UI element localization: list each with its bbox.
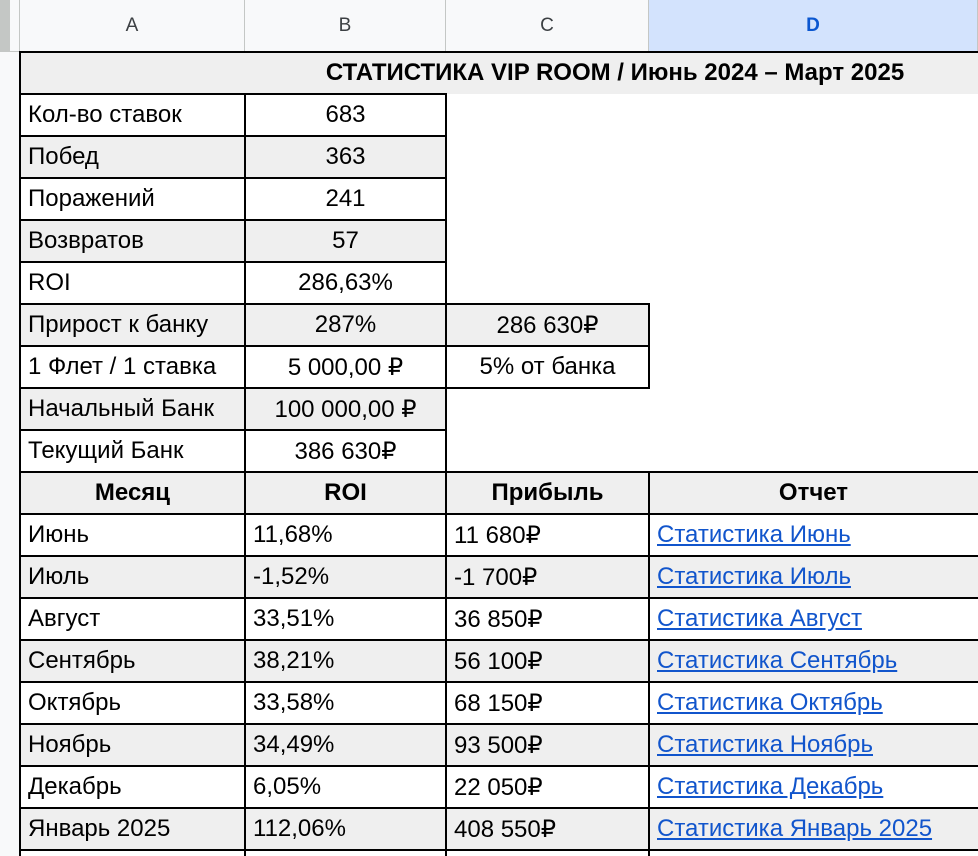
summary-value: 386 630₽ [294,437,397,465]
summary-label: Побед [20,136,245,178]
cell-border [19,430,21,472]
cell-border [19,304,21,346]
summary-label: Возвратов [20,220,245,262]
profit-cell: 36 850₽ [454,605,543,633]
roi-cell: 6,05% [253,773,322,800]
profit-cell: -1 700₽ [446,556,649,598]
summary-value: 683 [325,101,366,128]
roi-cell: 38,21% [245,640,446,682]
profit-cell: 93 500₽ [446,724,649,766]
summary-label: Прирост к банку [20,304,245,346]
report-link[interactable]: Статистика Октябрь [657,689,883,716]
roi-cell: 112,06% [245,808,446,850]
cell-border [19,94,21,136]
profit-cell: 11 680₽ [454,521,541,549]
month-cell: Сентябрь [20,640,245,682]
cell-border [19,262,21,304]
cell-border [244,136,246,178]
report-link[interactable]: Статистика Сентябрь [649,640,978,682]
cell-border [244,472,246,856]
cell-border [19,513,978,515]
cell-border [244,262,246,304]
cell-border [445,430,447,472]
cell-border [19,723,978,725]
cell-border [19,807,978,809]
cell-border [19,345,650,347]
table-header: Отчет [649,472,978,514]
summary-value: 57 [245,220,446,262]
cell-border [244,430,246,472]
summary-extra: 286 630₽ [446,304,649,346]
cell-border [244,178,246,220]
report-link[interactable]: Статистика Июнь [657,521,851,548]
cell-border [19,136,21,178]
month-cell: Январь 2025 [20,808,245,850]
cell-border [445,220,447,262]
cell-border [19,178,21,220]
cell-border [19,93,447,95]
cell-border [445,178,447,220]
summary-value: 286,63% [298,269,393,296]
summary-value: 363 [245,136,446,178]
month-cell: Ноябрь [20,724,245,766]
column-header-c[interactable]: C [446,0,649,52]
cell-border [19,220,21,262]
profit-cell: 56 100₽ [446,640,649,682]
cell-border [19,135,447,137]
cell-border [19,387,650,389]
cell-border [19,219,447,221]
roi-cell: 33,51% [253,605,335,632]
cell-border [445,304,447,346]
summary-label: Начальный Банк [20,388,245,430]
cell-border [244,346,246,388]
summary-value: 5 000,00 ₽ [287,353,404,381]
cell-border [19,471,978,473]
roi-cell: 11,68% [253,521,333,548]
cell-border [19,639,978,641]
column-header-a[interactable]: A [20,0,245,52]
cell-border [445,388,447,430]
cell-border [19,388,21,430]
month-cell: Октябрь [28,689,122,716]
month-cell: Август [28,605,101,632]
cell-border [445,472,447,856]
month-cell: Июнь [28,521,90,548]
cell-border [244,220,246,262]
cell-border [19,681,978,683]
roi-cell: 34,49% [245,724,446,766]
report-link[interactable]: Статистика Июль [649,556,978,598]
cell-border [648,472,650,856]
report-link[interactable]: Статистика Ноябрь [649,724,978,766]
report-link[interactable]: Статистика Август [657,605,862,632]
table-header: Прибыль [446,472,649,514]
report-link[interactable]: Статистика Январь 2025 [649,808,978,850]
table-header: ROI [245,472,446,514]
row-header-strip[interactable] [0,52,20,856]
cell-border [445,262,447,304]
cell-border [445,346,447,388]
summary-label: 1 Флет / 1 ставка [28,353,217,380]
report-link[interactable]: Статистика Декабрь [657,773,884,800]
cell-border [19,472,21,856]
profit-cell: 408 550₽ [446,808,649,850]
column-header-b[interactable]: B [245,0,446,52]
cell-border [648,346,650,388]
cell-border [19,52,21,94]
month-cell: Декабрь [28,773,122,800]
summary-extra: 5% от банка [479,353,616,380]
summary-value: 100 000,00 ₽ [245,388,446,430]
cell-border [19,597,978,599]
corner-indicator [0,0,10,52]
table-header: Месяц [20,472,245,514]
roi-cell: -1,52% [245,556,446,598]
roi-cell: 33,58% [253,689,335,716]
summary-label: Поражений [28,185,155,212]
summary-label: ROI [28,269,71,296]
cell-border [19,555,978,557]
profit-cell: 68 150₽ [454,689,543,717]
cell-border [19,261,447,263]
summary-value: 241 [325,185,366,212]
cell-border [19,429,447,431]
column-header-d[interactable]: D [649,0,978,52]
cell-border [19,303,650,305]
summary-label: Текущий Банк [28,437,184,464]
cell-border [445,94,447,136]
cell-border [244,388,246,430]
cell-border [19,346,21,388]
cell-border [19,849,978,851]
cell-border [244,94,246,136]
sheet-title: СТАТИСТИКА VIP ROOM / Июнь 2024 – Март 2025 [20,52,978,94]
cell-border [19,177,447,179]
summary-value: 287% [245,304,446,346]
cell-border [648,304,650,346]
month-cell: Июль [20,556,245,598]
cell-border [19,51,978,53]
cell-border [445,136,447,178]
summary-label: Кол-во ставок [28,101,182,128]
cell-border [244,304,246,346]
profit-cell: 22 050₽ [454,773,543,801]
cell-border [19,765,978,767]
